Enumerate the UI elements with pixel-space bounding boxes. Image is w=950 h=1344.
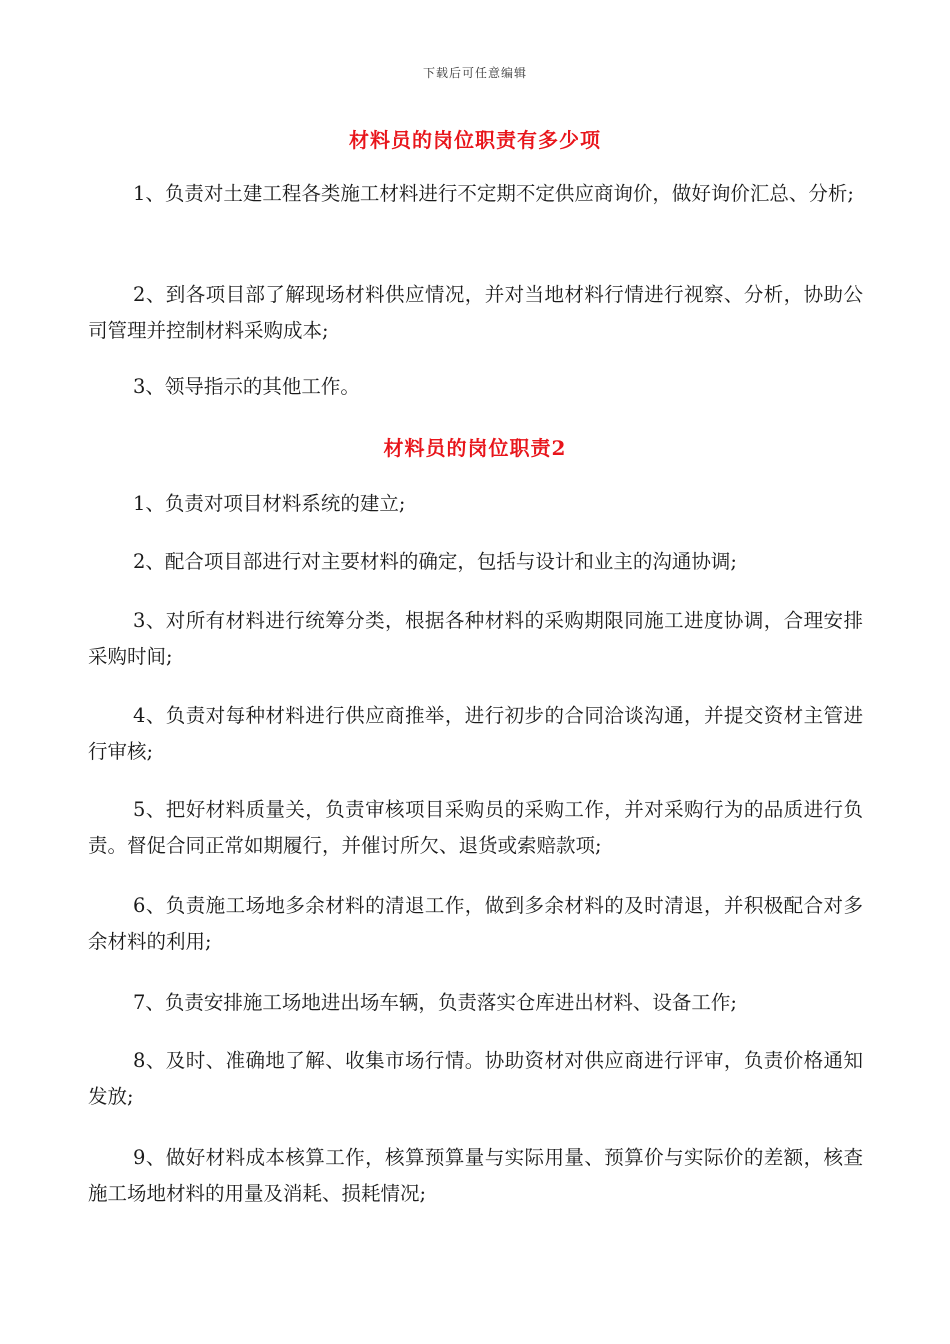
paragraph: 7、负责安排施工场地进出场车辆，负责落实仓库进出材料、设备工作; bbox=[133, 991, 737, 1014]
paragraph: 3、领导指示的其他工作。 bbox=[133, 375, 360, 398]
paragraph: 8、及时、准确地了解、收集市场行情。协助资材对供应商进行评审，负责价格通知发放; bbox=[88, 1049, 863, 1108]
paragraph: 3、对所有材料进行统筹分类，根据各种材料的采购期限同施工进度协调，合理安排采购时间; bbox=[88, 609, 863, 668]
section-title-1: 材料员的岗位职责有多少项 bbox=[349, 128, 601, 152]
paragraph: 5、把好材料质量关，负责审核项目采购员的采购工作，并对采购行为的品质进行负责。督促合同正常如期履行，并催讨所欠、退货或索赔款项; bbox=[88, 798, 863, 857]
paragraph: 1、负责对项目材料系统的建立; bbox=[133, 492, 406, 515]
section-title-2: 材料员的岗位职责2 bbox=[383, 436, 567, 460]
paragraph: 9、做好材料成本核算工作，核算预算量与实际用量、预算价与实际价的差额，核查施工场地材料的用量及消耗、损耗情况; bbox=[88, 1146, 863, 1205]
paragraph: 6、负责施工场地多余材料的清退工作，做到多余材料的及时清退，并积极配合对多余材料的利用; bbox=[88, 894, 863, 953]
paragraph: 2、到各项目部了解现场材料供应情况，并对当地材料行情进行视察、分析，协助公司管理并控制材料采购成本; bbox=[88, 283, 863, 342]
paragraph: 4、负责对每种材料进行供应商推举，进行初步的合同洽谈沟通，并提交资材主管进行审核; bbox=[88, 704, 863, 763]
paragraph: 2、配合项目部进行对主要材料的确定，包括与设计和业主的沟通协调; bbox=[133, 550, 737, 573]
header-note: 下载后可任意编辑 bbox=[422, 66, 527, 80]
paragraph: 1、负责对土建工程各类施工材料进行不定期不定供应商询价，做好询价汇总、分析; bbox=[133, 182, 854, 205]
